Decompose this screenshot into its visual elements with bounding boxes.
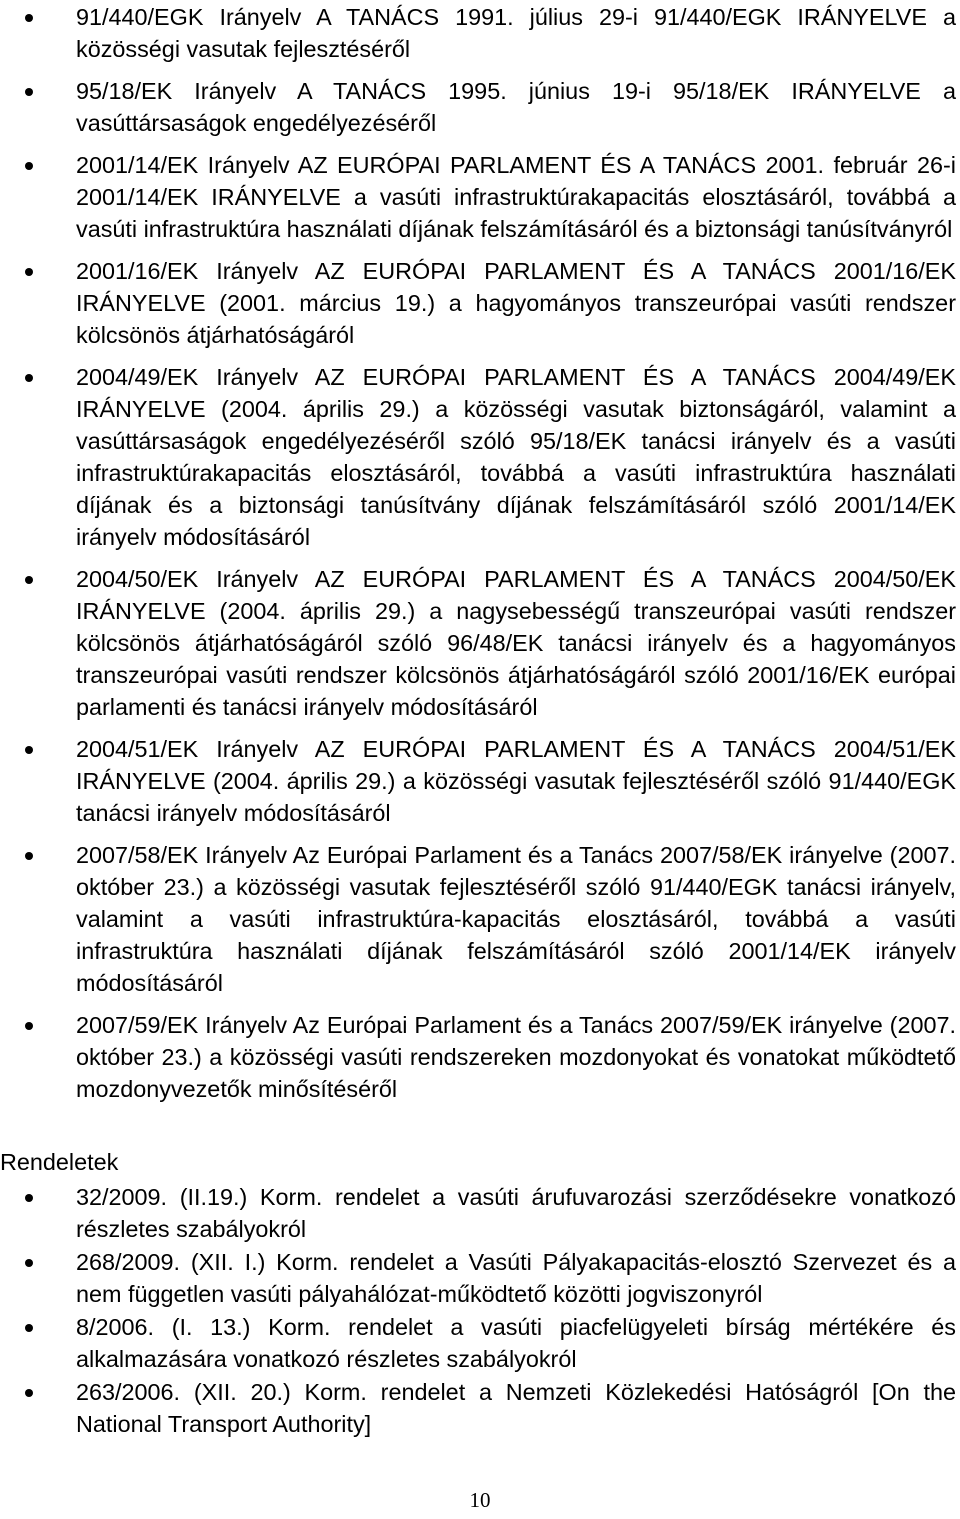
list-item: 263/2006. (XII. 20.) Korm. rendelet a Nemzeti Közlekedési Hatóságról [On the National Transport Authority]	[0, 1376, 960, 1440]
page-number: 10	[469, 1488, 491, 1512]
list-item: 268/2009. (XII. I.) Korm. rendelet a Vasúti Pályakapacitás-elosztó Szervezet és a nem független vasúti pályahálózat-működtető közötti jogviszonyról	[0, 1246, 960, 1310]
list-item: 2007/59/EK Irányelv Az Európai Parlament és a Tanács 2007/59/EK irányelve (2007. október 23.) a közösségi vasúti rendszereken mozdonyokat és vonatokat működtető mozdonyvezetők minősítéséről	[0, 1009, 960, 1105]
list-item: 32/2009. (II.19.) Korm. rendelet a vasúti árufuvarozási szerződésekre vonatkozó részletes szabályokról	[0, 1181, 960, 1245]
list-item: 2004/50/EK Irányelv AZ EURÓPAI PARLAMENT ÉS A TANÁCS 2004/50/EK IRÁNYELVE (2004. április 29.) a nagysebességű transzeurópai vasúti rendszer kölcsönös átjárhatóságáról szóló 96/48/EK tanácsi irányelv és a hagyományos transzeurópai vasúti rendszer kölcsönös átjárhatóságáról szóló 2001/16/EK európai parlamenti és tanácsi irányelv módosításáról	[0, 563, 960, 723]
directives-list	[0, 1, 960, 1115]
list-item: 2001/14/EK Irányelv AZ EURÓPAI PARLAMENT ÉS A TANÁCS 2001. február 26-i 2001/14/EK IRÁNYELVE a vasúti infrastruktúrakapacitás elosztásáról, továbbá a vasúti infrastruktúra használati díjának felszámításáról és a biztonsági tanúsítványról	[0, 149, 960, 245]
list-item: 2004/51/EK Irányelv AZ EURÓPAI PARLAMENT ÉS A TANÁCS 2004/51/EK IRÁNYELVE (2004. április 29.) a közösségi vasutak fejlesztéséről szóló 91/440/EGK tanácsi irányelv módosításáról	[0, 733, 960, 829]
list-item: 2007/58/EK Irányelv Az Európai Parlament és a Tanács 2007/58/EK irányelve (2007. október 23.) a közösségi vasutak fejlesztéséről szóló 91/440/EGK tanácsi irányelv, valamint a vasúti infrastruktúra-kapacitás elosztásáról, továbbá a vasúti infrastruktúra használati díjának felszámításáról szóló 2001/14/EK irányelv módosításáról	[0, 839, 960, 999]
list-item: 2001/16/EK Irányelv AZ EURÓPAI PARLAMENT ÉS A TANÁCS 2001/16/EK IRÁNYELVE (2001. március 19.) a hagyományos transzeurópai vasúti rendszer kölcsönös átjárhatóságáról	[0, 255, 960, 351]
list-item: 8/2006. (I. 13.) Korm. rendelet a vasúti piacfelügyeleti bírság mértékére és alkalmazására vonatkozó részletes szabályokról	[0, 1311, 960, 1375]
list-item: 95/18/EK Irányelv A TANÁCS 1995. június 19-i 95/18/EK IRÁNYELVE a vasúttársaságok engedélyezéséről	[0, 75, 960, 139]
regulations-list	[0, 1181, 960, 1441]
list-item: 91/440/EGK Irányelv A TANÁCS 1991. július 29-i 91/440/EGK IRÁNYELVE a közösségi vasutak fejlesztéséről	[0, 1, 960, 65]
list-item: 2004/49/EK Irányelv AZ EURÓPAI PARLAMENT ÉS A TANÁCS 2004/49/EK IRÁNYELVE (2004. április 29.) a közösségi vasutak biztonságáról, valamint a vasúttársaságok engedélyezéséről szóló 95/18/EK tanácsi irányelv és a vasúti infrastruktúrakapacitás elosztásáról, továbbá a vasúti infrastruktúra használati díjának és a biztonsági tanúsítvány díjának felszámításáról szóló 2001/14/EK irányelv módosításáról	[0, 361, 960, 553]
section-heading-regulations: Rendeletek	[0, 1149, 119, 1175]
